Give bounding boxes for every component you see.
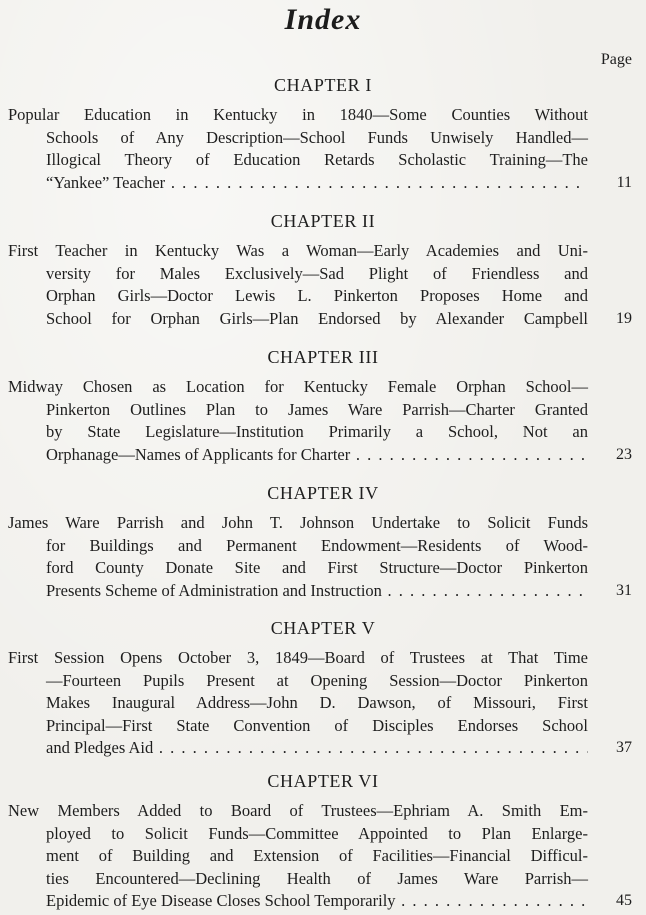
entry-line: versity for Males Exclusively—Sad Plight of Friendless and <box>46 263 588 283</box>
entry-line: James Ware Parrish and John T. Johnson Undertake to Solicit Funds <box>8 513 588 532</box>
chapter-4 <box>0 482 646 602</box>
page-number: 23 <box>616 445 632 463</box>
chapter-1 <box>0 74 646 194</box>
entry-line-leader: Orphanage—Names of Applicants for Charter . . . <box>46 444 588 467</box>
entry-line: New Members Added to Board of Trustees—Ephriam A. Smith Em- <box>8 801 588 820</box>
entry-line: ployed to Solicit Funds—Committee Appointed to Plan Enlarge- <box>46 823 588 843</box>
entry-line-leader: Epidemic of Eye Disease Closes School Temporarily . . . <box>46 890 588 913</box>
chapter-heading: CHAPTER II <box>270 211 376 231</box>
page-column-label: Page <box>600 51 632 68</box>
page-number: 37 <box>616 739 632 756</box>
chapter-heading: CHAPTER I <box>274 75 372 95</box>
entry-line-leader: and Pledges Aid . . . <box>46 737 588 760</box>
entry-line: by State Legislature—Institution Primarily a School, Not an <box>46 422 588 441</box>
chapter-entry <box>0 800 646 913</box>
chapter-2 <box>0 210 646 330</box>
entry-line: ment of Building and Extension of Facilities—Financial Difficul- <box>46 846 588 865</box>
entry-line: Popular Education in Kentucky in 1840—Some Counties Without <box>8 105 588 124</box>
page-number: 11 <box>616 173 632 191</box>
chapter-5 <box>0 617 646 760</box>
chapter-entry <box>0 240 646 330</box>
entry-line: Midway Chosen as Location for Kentucky Female Orphan School— <box>8 377 588 396</box>
entry-line: for Buildings and Permanent Endowment—Residents of Wood- <box>46 535 588 555</box>
page-number: 45 <box>616 892 632 909</box>
entry-line: School for Orphan Girls—Plan Endorsed by Alexander Campbell <box>46 308 588 328</box>
chapter-heading: CHAPTER VI <box>267 771 379 791</box>
chapter-entry <box>0 647 646 760</box>
chapter-heading: CHAPTER III <box>267 347 379 367</box>
entry-line: Schools of Any Description—School Funds Unwisely Handled— <box>46 127 588 147</box>
chapter-entry <box>0 512 646 602</box>
entry-line: ties Encountered—Declining Health of James Ware Parrish— <box>46 868 588 888</box>
page-title: Index <box>284 3 362 36</box>
entry-line: —Fourteen Pupils Present at Opening Session—Doctor Pinkerton <box>46 670 588 690</box>
page-number: 31 <box>616 581 632 599</box>
chapter-heading: CHAPTER IV <box>267 483 379 503</box>
entry-line: Principal—First State Convention of Disciples Endorses School <box>46 715 588 735</box>
chapter-6 <box>0 770 646 913</box>
entry-line: First Teacher in Kentucky Was a Woman—Early Academies and Uni- <box>8 241 588 260</box>
chapter-heading: CHAPTER V <box>270 618 376 638</box>
entry-line: Makes Inaugural Address—John D. Dawson, of Missouri, First <box>46 693 588 712</box>
entry-line: ford County Donate Site and First Structure—Doctor Pinkerton <box>46 558 588 577</box>
entry-line: Pinkerton Outlines Plan to James Ware Parrish—Charter Granted <box>46 399 588 419</box>
chapter-entry <box>0 376 646 466</box>
entry-line: First Session Opens October 3, 1849—Board of Trustees at That Time <box>8 648 588 667</box>
chapter-entry <box>0 104 646 194</box>
entry-line: Orphan Girls—Doctor Lewis L. Pinkerton Proposes Home and <box>46 286 588 305</box>
entry-line: Illogical Theory of Education Retards Scholastic Training—The <box>46 150 588 169</box>
entry-line-leader: “Yankee” Teacher . . . <box>46 172 588 195</box>
entry-line-leader: Presents Scheme of Administration and Instruction . . . <box>46 580 588 603</box>
page-number: 19 <box>616 309 632 327</box>
chapter-3 <box>0 346 646 466</box>
